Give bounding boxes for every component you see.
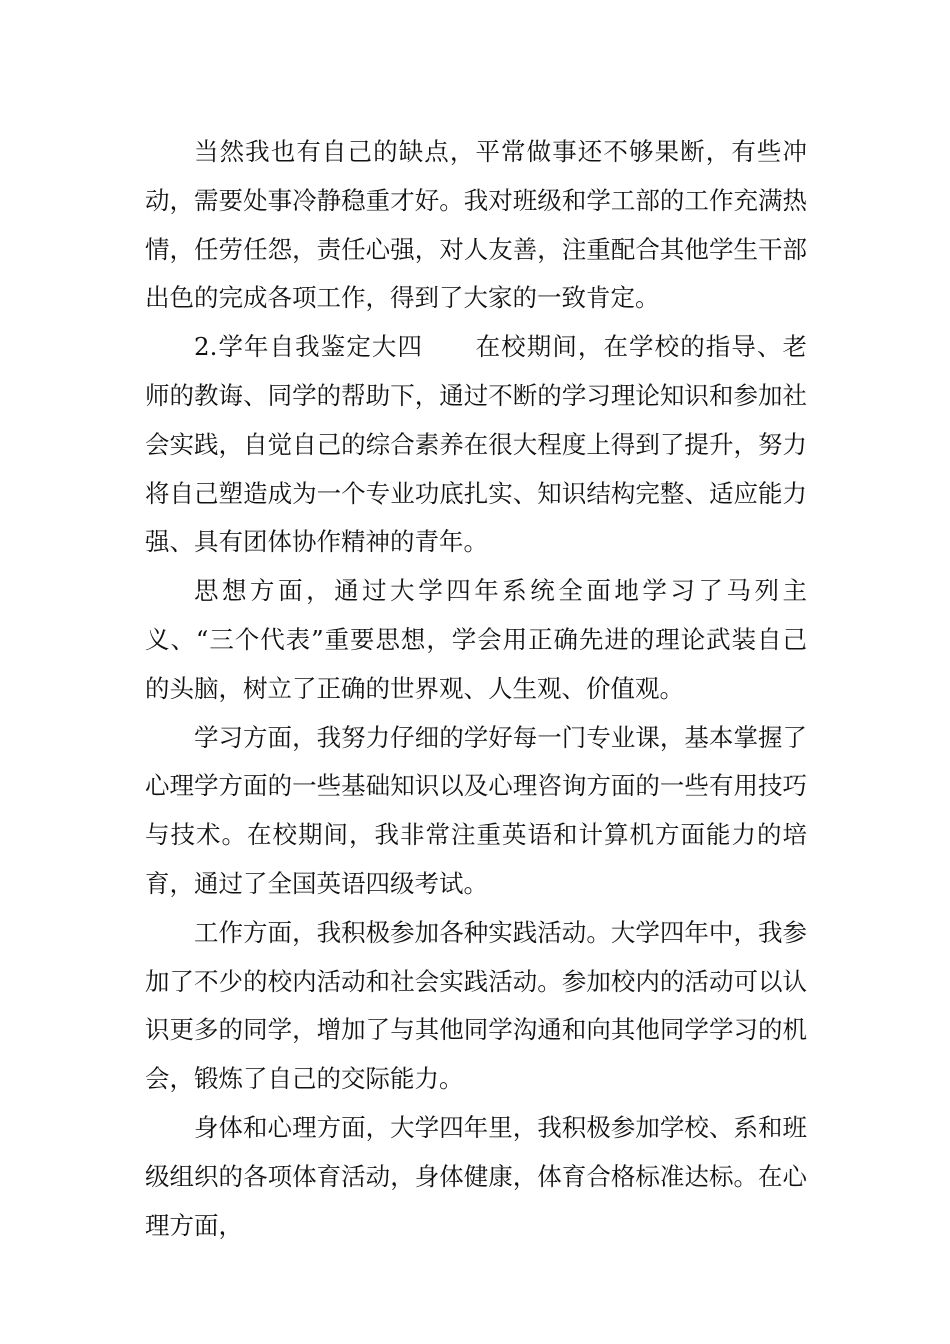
paragraph-senior-year-self-assessment [145,323,807,567]
paragraph-shortcomings [145,128,807,323]
paragraph-work [145,909,807,1104]
paragraph-study [145,714,807,909]
paragraph-text: 身体和心理方面，大学四年里，我积极参加学校、系和班级组织的各项体育活动，身体健康，体育合格标准达标。在心理方面， [145,1112,807,1240]
paragraph-text: 当然我也有自己的缺点，平常做事还不够果断，有些冲动，需要处事冷静稳重才好。我对班级和学工部的工作充满热情，任劳任怨，责任心强，对人友善，注重配合其他学生干部出色的完成各项工作，得到了大家的一致肯定。 [145,137,807,313]
paragraph-health [145,1104,807,1250]
paragraph-text: 工作方面，我积极参加各种实践活动。大学四年中，我参加了不少的校内活动和社会实践活动。参加校内的活动可以认识更多的同学，增加了与其他同学沟通和向其他同学学习的机会，锻炼了自己的交际能力。 [145,917,807,1094]
section-heading: 2.学年自我鉴定大四 [194,332,424,362]
document-body [145,128,807,1250]
paragraph-text: 在校期间，在学校的指导、老师的教诲、同学的帮助下，通过不断的学习理论知识和参加社会实践，自觉自己的综合素养在很大程度上得到了提升，努力将自己塑造成为一个专业功底扎实、知识结构完整、适应能力强、具有团体协作精神的青年。 [145,332,808,557]
paragraph-text: 学习方面，我努力仔细的学好每一门专业课，基本掌握了心理学方面的一些基础知识以及心理咨询方面的一些有用技巧与技术。在校期间，我非常注重英语和计算机方面能力的培育，通过了全国英语四级考试。 [145,722,807,898]
paragraph-ideology [145,567,807,713]
paragraph-text: 思想方面，通过大学四年系统全面地学习了马列主义、“三个代表”重要思想，学会用正确先进的理论武装自己的头脑，树立了正确的世界观、人生观、价值观。 [145,576,807,703]
